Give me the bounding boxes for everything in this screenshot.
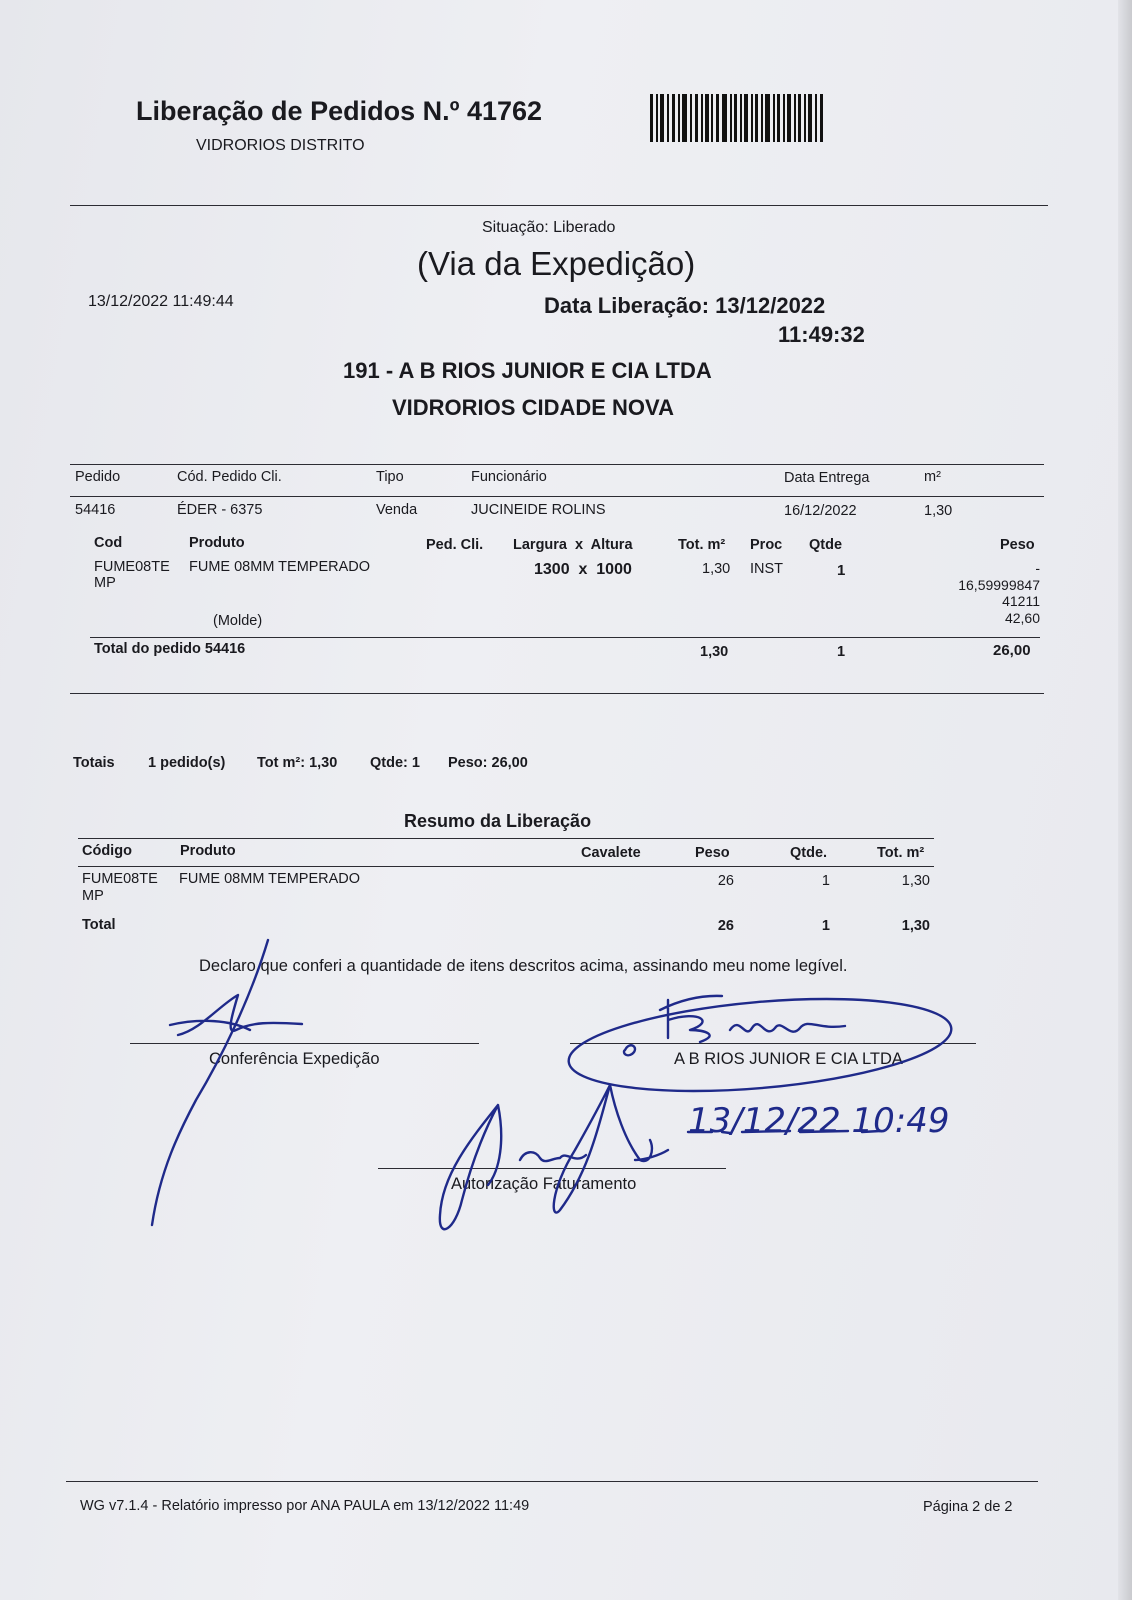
col-header-pedido: Pedido	[75, 469, 121, 485]
col-header-data-entrega: Data Entrega	[784, 470, 870, 486]
summary-code-line2: MP	[82, 888, 104, 904]
order-total-m2: 1,30	[700, 644, 729, 660]
document-title: Liberação de Pedidos N.º 41762	[136, 96, 543, 126]
handwritten-date: 13/12/22 10:49	[688, 1101, 950, 1141]
item-header-cod: Cod	[94, 535, 123, 551]
summary-code-line1: FUME08TE	[82, 871, 158, 887]
summary-total-label: Total	[82, 917, 116, 933]
item-weight-line: 41211	[1002, 593, 1040, 609]
company-subtitle: VIDRORIOS DISTRITO	[196, 137, 365, 154]
signature-client-ink	[624, 1045, 635, 1055]
item-note: (Molde)	[213, 613, 263, 629]
col-header-cod-pedido-cli: Cód. Pedido Cli.	[177, 469, 282, 485]
summary-header-qtde: Qtde.	[790, 845, 828, 861]
footer-page-number: Página 2 de 2	[923, 1499, 1013, 1515]
order-total-qtde: 1	[837, 644, 846, 660]
printed-timestamp: 13/12/2022 11:49:44	[88, 293, 234, 310]
item-weight-line: -	[1035, 560, 1040, 576]
summary-header-produto: Produto	[180, 843, 236, 859]
item-weight-line: 16,59999847	[958, 576, 1040, 593]
order-total-peso: 26,00	[993, 642, 1031, 659]
signature-label-conferencia: Conferência Expedição	[209, 1050, 380, 1068]
item-header-proc: Proc	[750, 537, 783, 553]
order-number: 54416	[75, 502, 116, 518]
client-name: 191 - A B RIOS JUNIOR E CIA LTDA	[343, 358, 712, 383]
summary-product: FUME 08MM TEMPERADO	[179, 871, 361, 887]
footer-print-info: WG v7.1.4 - Relatório impresso por ANA PAULA em 13/12/2022 11:49	[80, 1498, 530, 1514]
employee-name: JUCINEIDE ROLINS	[471, 502, 606, 518]
item-tot-m2: 1,30	[702, 561, 731, 577]
totals-qtde: Qtde: 1	[370, 755, 420, 771]
declaration-text: Declaro que conferi a quantidade de itens descritos acima, assinando meu nome legível.	[199, 957, 848, 975]
item-product: FUME 08MM TEMPERADO	[189, 559, 371, 575]
item-qtde: 1	[837, 562, 846, 579]
signature-conferencia-ink	[152, 940, 268, 1225]
summary-peso: 26	[717, 873, 734, 889]
totals-weight: Peso: 26,00	[448, 755, 528, 771]
item-code-line2: MP	[94, 575, 116, 591]
footer-divider	[66, 1481, 1038, 1482]
item-header-peso: Peso	[1000, 537, 1035, 553]
signature-conferencia-ink	[170, 995, 302, 1035]
totals-orders: 1 pedido(s)	[148, 755, 226, 771]
summary-header-tot-m2: Tot. m²	[877, 845, 925, 861]
signature-label-autorizacao: Autorização Faturamento	[451, 1175, 637, 1193]
summary-total-qtde: 1	[821, 918, 830, 934]
item-code-line1: FUME08TE	[94, 559, 170, 575]
item-weight-line: 42,60	[1004, 609, 1040, 626]
item-header-produto: Produto	[189, 535, 245, 551]
item-header-qtde: Qtde	[809, 537, 843, 553]
summary-title: Resumo da Liberação	[404, 811, 592, 831]
order-m2: 1,30	[924, 503, 953, 519]
summary-header-cavalete: Cavalete	[581, 845, 641, 861]
order-type: Venda	[376, 502, 418, 518]
item-dimensions: 1300 x 1000	[534, 561, 632, 578]
release-date: Data Liberação: 13/12/2022	[544, 293, 826, 318]
summary-tot-m2: 1,30	[901, 873, 930, 889]
summary-header-codigo: Código	[82, 843, 132, 859]
col-header-m2: m²	[924, 469, 941, 485]
summary-qtde: 1	[821, 873, 830, 889]
status-text: Situação: Liberado	[482, 219, 616, 236]
totals-label: Totais	[73, 755, 115, 771]
col-header-tipo: Tipo	[376, 469, 404, 485]
item-proc: INST	[750, 561, 784, 577]
totals-m2: Tot m²: 1,30	[257, 755, 338, 771]
release-time: 11:49:32	[778, 322, 865, 347]
item-header-ped-cli: Ped. Cli.	[426, 537, 484, 553]
signature-ana-paula-ink	[440, 1105, 501, 1229]
signature-client-oval	[565, 985, 955, 1104]
client-store: VIDRORIOS CIDADE NOVA	[392, 395, 674, 420]
signature-label-client: A B RIOS JUNIOR E CIA LTDA	[674, 1050, 903, 1068]
item-header-tot-m2: Tot. m²	[678, 537, 726, 553]
summary-total-peso: 26	[717, 918, 734, 934]
delivery-date: 16/12/2022	[784, 503, 857, 519]
order-total-label: Total do pedido 54416	[94, 641, 246, 657]
summary-header-peso: Peso	[695, 845, 730, 861]
item-header-largura-altura: Largura x Altura	[513, 537, 633, 553]
summary-total-tot-m2: 1,30	[901, 918, 930, 934]
col-header-funcionario: Funcionário	[471, 469, 547, 485]
client-order-code: ÉDER - 6375	[177, 502, 263, 518]
via-title: (Via da Expedição)	[417, 245, 696, 282]
